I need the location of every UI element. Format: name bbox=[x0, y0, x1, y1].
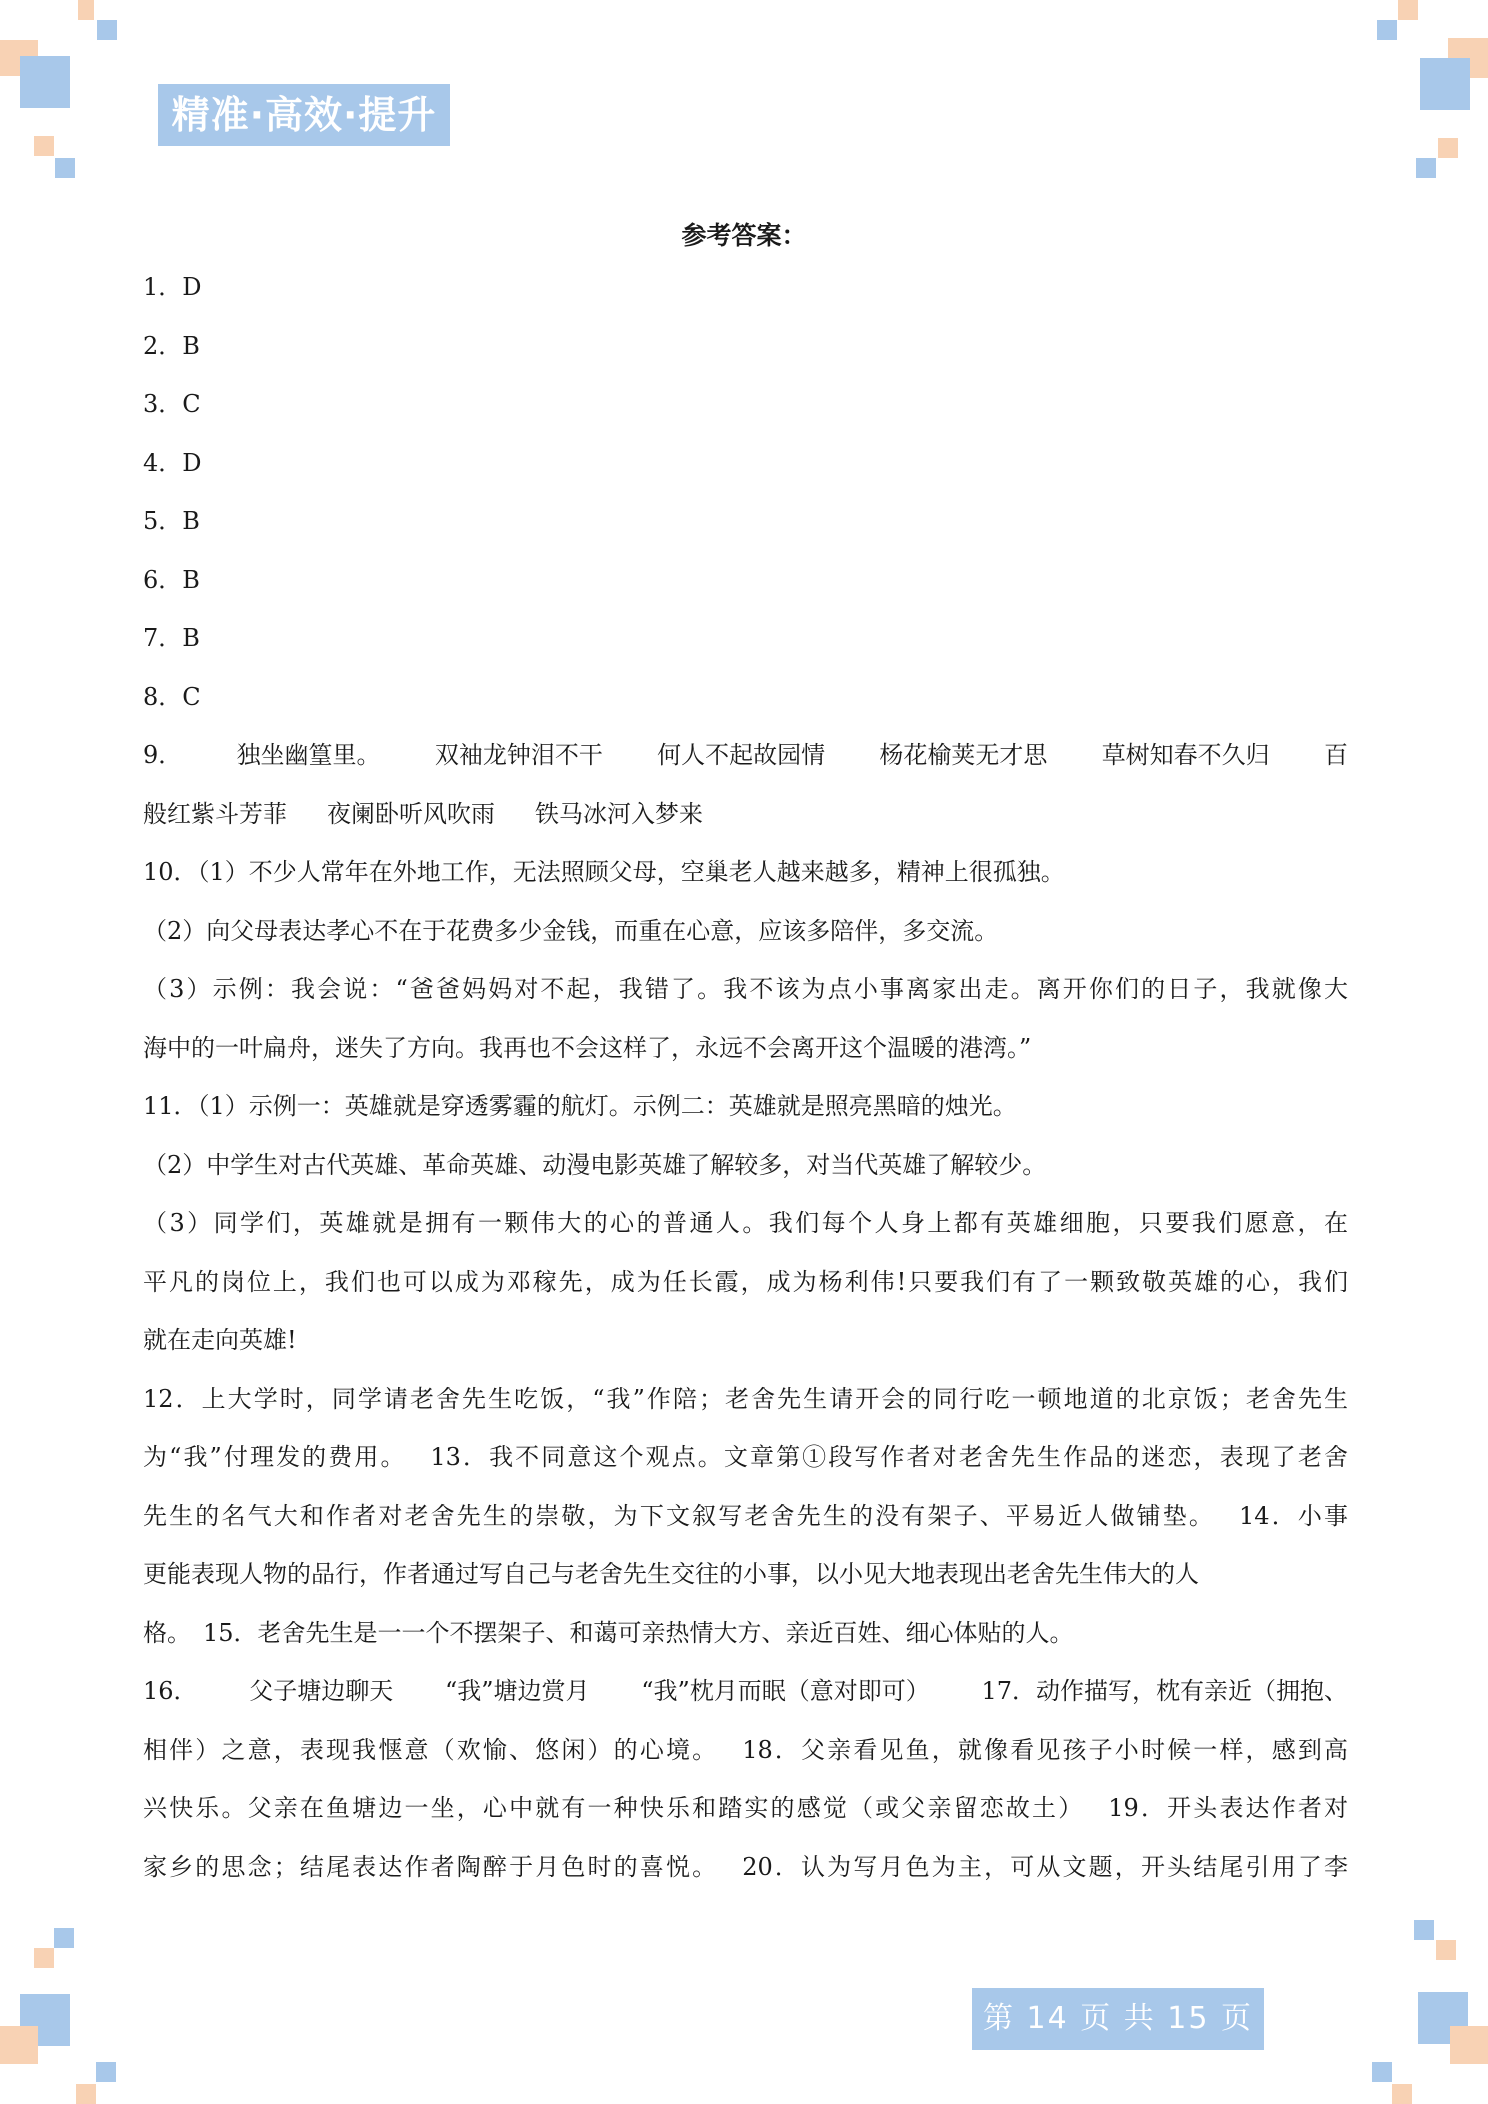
decor-square bbox=[20, 56, 70, 108]
answer-value: D bbox=[182, 273, 202, 301]
answer-10-line: 海中的一叶扁舟，迷失了方向。我再也不会这样了，永远不会离开这个温暖的港湾。” bbox=[143, 1033, 1032, 1062]
answer-10-line: （2）向父母表达孝心不在于花费多少金钱，而重在心意，应该多陪伴，多交流。 bbox=[143, 916, 999, 945]
decor-square bbox=[34, 136, 54, 156]
answer-part: “我”塘边赏月 bbox=[444, 1677, 590, 1705]
decor-square bbox=[97, 20, 117, 40]
answer-value: D bbox=[182, 448, 202, 477]
answer-16-line bbox=[143, 1662, 1348, 1721]
decor-square bbox=[1436, 1940, 1456, 1960]
decor-square bbox=[96, 2062, 116, 2082]
answer-number: 8． bbox=[143, 682, 183, 711]
answer-part: “我”枕月而眠（意对即可） bbox=[641, 1677, 930, 1705]
decor-square bbox=[34, 1948, 54, 1968]
answer-12-15-line: 为“我”付理发的费用。 13．我不同意这个观点。文章第①段写作者对老舍先生作品的迷恋，表现了老舍 bbox=[143, 1443, 1348, 1471]
page-title: 参考答案： bbox=[681, 221, 807, 250]
answer-3 bbox=[143, 375, 1348, 434]
decor-square bbox=[54, 1928, 74, 1948]
answer-number: 4． bbox=[143, 448, 183, 477]
answer-4 bbox=[143, 434, 1348, 493]
answer-10-line: 10．（1）不少人常年在外地工作，无法照顾父母，空巢老人越来越多，精神上很孤独。 bbox=[143, 858, 1065, 886]
decor-square bbox=[1416, 158, 1436, 178]
answer-16-20-line: 相伴）之意，表现我惬意（欢愉、悠闲）的心境。 18．父亲看见鱼，就像看见孩子小时候一样，感到高 bbox=[143, 1735, 1348, 1764]
answer-12-15-line: 12．上大学时，同学请老舍先生吃饭，“我”作陪；老舍先生请开会的同行吃一顿地道的北京饭；老舍先生 bbox=[143, 1384, 1348, 1413]
poem-line: 般红紫斗芳菲 bbox=[143, 799, 287, 828]
decor-square bbox=[78, 0, 94, 20]
header-logo: 精准·高效·提升 bbox=[158, 84, 450, 146]
poem-line: 何人不起故园情 bbox=[657, 741, 826, 769]
answer-value: C bbox=[182, 682, 201, 711]
answer-part: 17．动作描写，枕有亲近（拥抱、 bbox=[981, 1677, 1348, 1705]
answer-12-15-line: 先生的名气大和作者对老舍先生的崇敬，为下文叙写老舍先生的没有架子、平易近人做铺垫。 14．小事 bbox=[143, 1501, 1348, 1530]
poem-line: 夜阑卧听风吹雨 bbox=[327, 799, 495, 828]
answer-2 bbox=[143, 317, 1348, 376]
answer-number: 1． bbox=[143, 273, 183, 301]
poem-line: 双袖龙钟泪不干 bbox=[434, 741, 603, 769]
decor-square bbox=[1438, 138, 1458, 158]
answer-10-line: （3）示例：我会说：“爸爸妈妈对不起，我错了。我不该为点小事离家出走。离开你们的日子，我就像大 bbox=[143, 975, 1348, 1003]
answer-value: B bbox=[182, 624, 200, 652]
answer-5 bbox=[143, 492, 1348, 551]
answer-9-line-2 bbox=[143, 785, 1348, 844]
answer-body bbox=[143, 258, 1348, 1896]
answer-12-15-line: 更能表现人物的品行，作者通过写自己与老舍先生交往的小事，以小见大地表现出老舍先生伟大的人 bbox=[143, 1560, 1199, 1588]
page-number: 第 14 页 共 15 页 bbox=[972, 1988, 1264, 2050]
poem-line: 独坐幽篁里。 bbox=[236, 741, 381, 769]
decor-square bbox=[55, 158, 75, 178]
answer-11-line: （3）同学们，英雄就是拥有一颗伟大的心的普通人。我们每个人身上都有英雄细胞，只要我们愿意，在 bbox=[143, 1209, 1348, 1237]
answer-part: 父子塘边聊天 bbox=[249, 1677, 394, 1705]
decor-square bbox=[1377, 20, 1397, 40]
answer-11-line: （2）中学生对古代英雄、革命英雄、动漫电影英雄了解较多，对当代英雄了解较少。 bbox=[143, 1150, 1047, 1179]
answer-value: C bbox=[182, 390, 201, 418]
answer-11-line: 就在走向英雄! bbox=[143, 1326, 297, 1354]
decor-square bbox=[1398, 0, 1418, 20]
answer-number: 3． bbox=[143, 390, 183, 418]
decor-square bbox=[1420, 58, 1470, 110]
answer-16-20-line: 家乡的思念；结尾表达作者陶醉于月色时的喜悦。 20．认为写月色为主，可从文题，开头结尾引用了李 bbox=[143, 1852, 1348, 1881]
poem-line: 铁马冰河入梦来 bbox=[535, 799, 703, 828]
decor-square bbox=[1372, 2062, 1392, 2082]
answer-7 bbox=[143, 609, 1348, 668]
answer-16-20-line: 兴快乐。父亲在鱼塘边一坐，心中就有一种快乐和踏实的感觉（或父亲留恋故土） 19．开头表达作者对 bbox=[143, 1794, 1348, 1822]
answer-number: 2． bbox=[143, 331, 183, 360]
decor-square bbox=[1414, 1920, 1434, 1940]
answer-11-line: 11．（1）示例一：英雄就是穿透雾霾的航灯。示例二：英雄就是照亮黑暗的烛光。 bbox=[143, 1092, 1017, 1120]
answer-9-line-1 bbox=[143, 726, 1348, 785]
answer-11-line: 平凡的岗位上，我们也可以成为邓稼先，成为任长霞，成为杨利伟!只要我们有了一颗致敬英雄的心，我们 bbox=[143, 1267, 1348, 1296]
answer-number: 6． bbox=[143, 565, 183, 594]
poem-line: 杨花榆荚无才思 bbox=[879, 741, 1048, 769]
decor-square bbox=[0, 2026, 38, 2064]
poem-line: 草树知春不久归 bbox=[1101, 741, 1270, 769]
answer-number: 7． bbox=[143, 624, 183, 652]
decor-square bbox=[76, 2084, 96, 2104]
answer-number: 9． bbox=[143, 741, 183, 769]
decor-square bbox=[1450, 2026, 1488, 2064]
decor-square bbox=[1392, 2084, 1412, 2104]
answer-number: 5． bbox=[143, 507, 183, 535]
answer-6 bbox=[143, 551, 1348, 610]
answer-1 bbox=[143, 258, 1348, 317]
answer-value: B bbox=[182, 507, 200, 535]
answer-number: 16． bbox=[143, 1677, 198, 1705]
answer-12-15-line: 格。 15．老舍先生是一一个不摆架子、和蔼可亲热情大方、亲近百姓、细心体贴的人。 bbox=[143, 1618, 1074, 1647]
answer-value: B bbox=[182, 565, 200, 594]
poem-line: 百 bbox=[1323, 741, 1348, 769]
answer-value: B bbox=[182, 331, 200, 360]
answer-8 bbox=[143, 668, 1348, 727]
